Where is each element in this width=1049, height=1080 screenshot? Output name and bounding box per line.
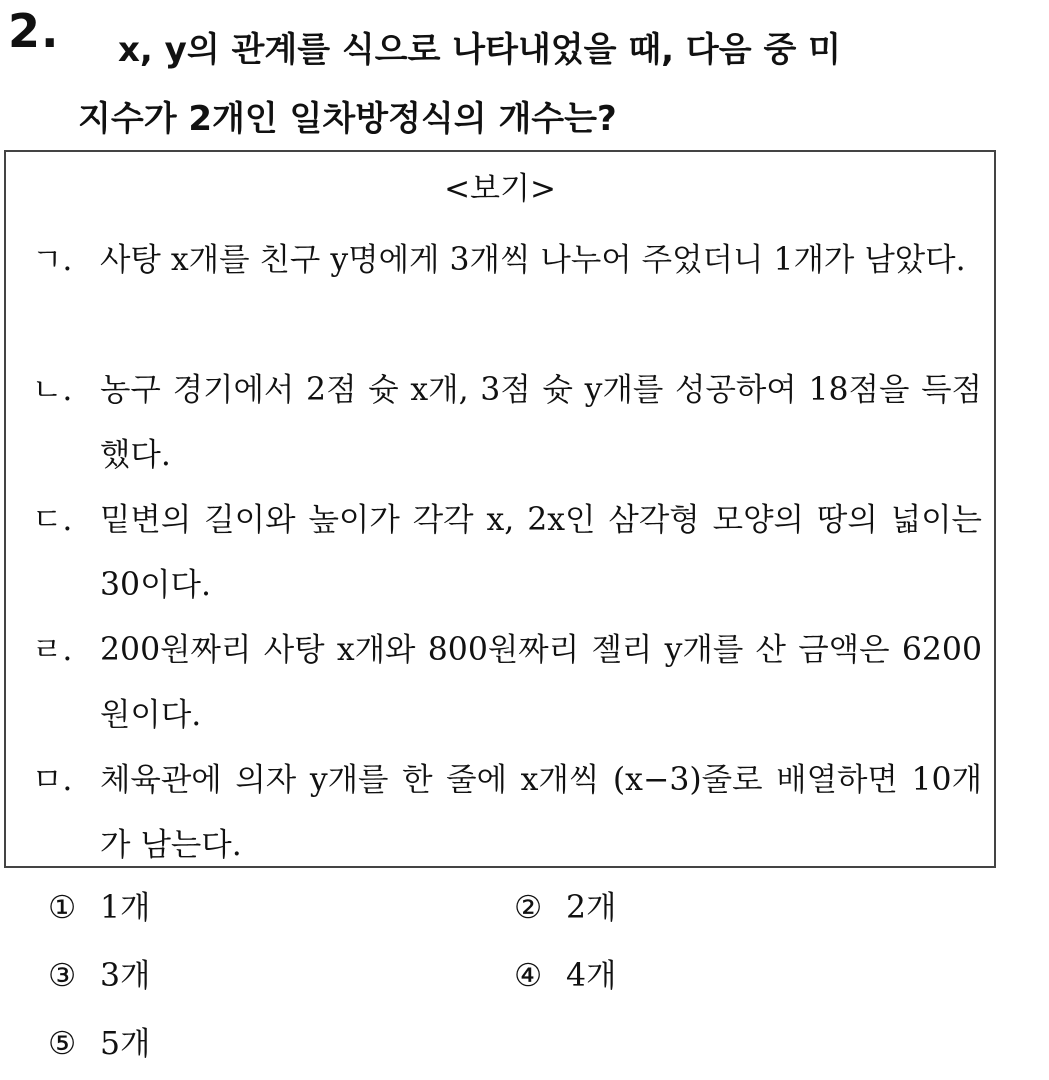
- choice-label: 5개: [100, 1026, 151, 1062]
- choice-number: ④: [514, 958, 543, 994]
- choice-number: ⑤: [48, 1026, 77, 1062]
- choice-label: 4개: [566, 958, 617, 994]
- answer-choices: [48, 878, 998, 1068]
- question-stem: [72, 16, 1022, 154]
- bogi-item-d: [32, 618, 982, 748]
- choice-label: 3개: [100, 958, 151, 994]
- bogi-item-text: 농구 경기에서 2점 슛 x개, 3점 슛 y개를 성공하여 18점을 득점했다.: [100, 372, 982, 473]
- bogi-box: [4, 150, 996, 868]
- bogi-item-marker: ㅁ.: [32, 762, 73, 798]
- question-number: 2.: [8, 4, 60, 58]
- bogi-item-marker: ㄴ.: [32, 372, 73, 408]
- choice-2[interactable]: [514, 878, 616, 938]
- bogi-item-text: 체육관에 의자 y개를 한 줄에 x개씩 (x−3)줄로 배열하면 10개가 남는다.: [100, 762, 982, 863]
- bogi-item-e: [32, 748, 982, 878]
- choice-label: 1개: [100, 890, 151, 926]
- bogi-item-text: 밑변의 길이와 높이가 각각 x, 2x인 삼각형 모양의 땅의 넓이는 30이다.: [100, 502, 982, 603]
- choice-4[interactable]: [514, 946, 616, 1006]
- question-stem-line-2: 지수가 2개인 일차방정식의 개수는?: [78, 99, 617, 139]
- choice-label: 2개: [566, 890, 617, 926]
- bogi-title: <보기>: [444, 171, 556, 207]
- bogi-item-b: [32, 358, 982, 488]
- bogi-item-marker: ㄹ.: [32, 632, 73, 668]
- choice-number: ③: [48, 958, 77, 994]
- bogi-item-text: 200원짜리 사탕 x개와 800원짜리 젤리 y개를 산 금액은 6200원이다.: [100, 632, 982, 733]
- choice-number: ②: [514, 890, 543, 926]
- bogi-item-marker: ㄷ.: [32, 502, 73, 538]
- bogi-item-text: 사탕 x개를 친구 y명에게 3개씩 나누어 주었더니 1개가 남았다.: [100, 242, 966, 278]
- bogi-item-a: [32, 228, 982, 293]
- bogi-item-marker: ㄱ.: [32, 242, 73, 278]
- question-stem-line-1: x, y의 관계를 식으로 나타내었을 때, 다음 중 미: [118, 30, 841, 70]
- choice-1[interactable]: [48, 878, 150, 938]
- choice-number: ①: [48, 890, 77, 926]
- bogi-item-c: [32, 488, 982, 618]
- choice-3[interactable]: [48, 946, 150, 1006]
- choice-5[interactable]: [48, 1014, 150, 1074]
